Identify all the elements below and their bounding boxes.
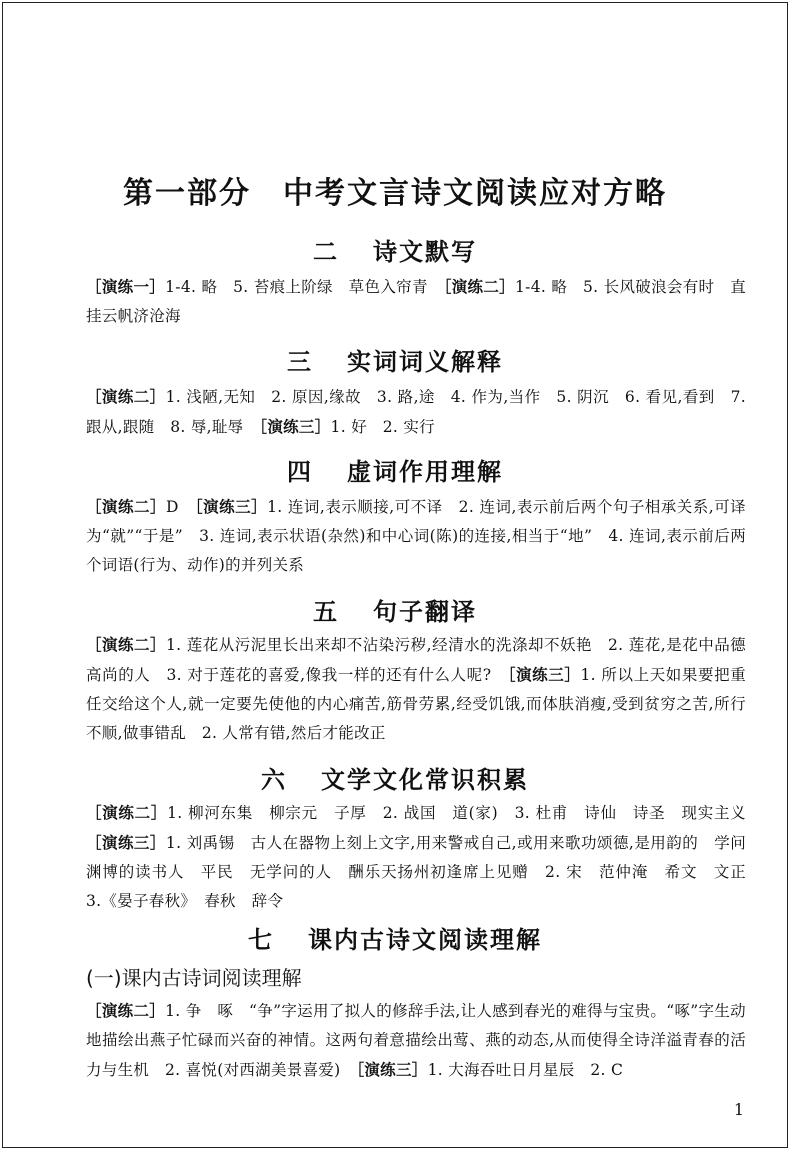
exercise-tag: ［演练二］ bbox=[86, 497, 166, 516]
exercise-tag: ［演练二］ bbox=[86, 1001, 166, 1020]
answer-text: 1. 浅陋,无知 2. 原因,缘故 3. 路,途 4. 作为,当作 5. 阴沉 6. 看见,看到 7. 跟从,跟随 8. 辱,耻辱 bbox=[86, 388, 746, 436]
section-title: 诗文默写 bbox=[373, 238, 477, 266]
exercise-tag: ［演练三］ bbox=[194, 497, 268, 516]
exercise-tag: ［演练三］ bbox=[507, 665, 581, 684]
section-number: 六 bbox=[261, 766, 287, 794]
answer-text: 1. 好 2. 实行 bbox=[330, 418, 435, 436]
section-number: 三 bbox=[287, 348, 313, 376]
subsection-body bbox=[86, 996, 746, 1085]
section-body-2 bbox=[86, 272, 746, 331]
answer-text: 1. 莲花从污泥里长出来却不沾染污秽,经清水的洗涤却不妖艳 2. 莲花,是花中品德高尚的人 3. 对于莲花的喜爱,像我一样的还有什么人呢? bbox=[86, 636, 746, 684]
section-body-3 bbox=[86, 382, 746, 442]
answer-text: 1. 柳河东集 柳宗元 子厚 2. 战国 道(家) 3. 杜甫 诗仙 诗圣 现实主义 bbox=[167, 804, 762, 822]
page-number: 1 bbox=[733, 1100, 744, 1119]
part-title: 第一部分 中考文言诗文阅读应对方略 bbox=[123, 176, 667, 211]
exercise-tag: ［演练三］ bbox=[259, 417, 331, 436]
answer-text: 1-4. 略 5. 苔痕上阶绿 草色入帘青 bbox=[165, 278, 444, 296]
section-title: 句子翻译 bbox=[373, 598, 477, 626]
section-number: 七 bbox=[248, 926, 274, 954]
section-title: 文学文化常识积累 bbox=[321, 766, 529, 794]
answer-text: 1-4. 略 5. 长风破浪会有时 直挂云帆济沧海 bbox=[86, 278, 746, 325]
answer-text: 1. 大海吞吐日月星辰 2. C bbox=[427, 1061, 624, 1079]
section-heading-4 bbox=[0, 452, 790, 487]
section-heading-5 bbox=[0, 592, 790, 627]
exercise-tag: ［演练一］ bbox=[86, 277, 166, 296]
section-title: 实词词义解释 bbox=[347, 348, 503, 376]
section-title: 课内古诗文阅读理解 bbox=[308, 926, 542, 954]
section-heading-2 bbox=[0, 232, 790, 267]
answer-text: 1. 连词,表示顺接,可不译 2. 连词,表示前后两个句子相承关系,可译为“就”“于是” 3. 连词,表示状语(杂然)和中心词(陈)的连接,相当于“地” 4. 连词,表示前后两个词语(行为、动作)的并列关系 bbox=[86, 498, 747, 574]
section-heading-7 bbox=[0, 920, 790, 955]
exercise-tag: ［演练二］ bbox=[86, 803, 168, 822]
answer-text: D bbox=[165, 498, 195, 516]
section-body-6 bbox=[86, 798, 762, 916]
section-heading-3 bbox=[0, 342, 790, 377]
section-number: 二 bbox=[313, 238, 339, 266]
subsection-title: (一)课内古诗词阅读理解 bbox=[86, 966, 302, 990]
section-body-4 bbox=[86, 492, 746, 580]
exercise-tag: ［演练二］ bbox=[86, 635, 166, 654]
section-body-5 bbox=[86, 630, 746, 748]
section-title: 虚词作用理解 bbox=[347, 458, 503, 486]
answer-text: 1. 刘禹锡 古人在器物上刻上文字,用来警戒自己,或用来歌功颂德,是用韵的 学问渊博的读书人 平民 无学问的人 酬乐天扬州初逢席上见赠 2. 宋 范仲淹 希文 文正 3.《晏子春秋》 春秋 辞令 bbox=[86, 834, 762, 910]
section-number: 四 bbox=[287, 458, 313, 486]
section-number: 五 bbox=[313, 598, 339, 626]
exercise-tag: ［演练三］ bbox=[86, 833, 166, 852]
answer-text: 1. 所以上天如果要把重任交给这个人,就一定要先使他的内心痛苦,筋骨劳累,经受饥饿,而体肤消瘦,受到贫穷之苦,所行不顺,做事错乱 2. 人常有错,然后才能改正 bbox=[86, 666, 746, 742]
section-heading-6 bbox=[0, 760, 790, 795]
exercise-tag: ［演练三］ bbox=[356, 1060, 428, 1079]
answer-text: 1. 争 啄 “争”字运用了拟人的修辞手法,让人感到春光的难得与宝贵。“啄”字生动地描绘出燕子忙碌而兴奋的神情。这两句着意描绘出莺、燕的动态,从而使得全诗洋溢青春的活力与生机 2. 喜悦(对西湖美景喜爱) bbox=[86, 1002, 746, 1079]
exercise-tag: ［演练二］ bbox=[86, 387, 166, 406]
exercise-tag: ［演练二］ bbox=[443, 277, 515, 296]
